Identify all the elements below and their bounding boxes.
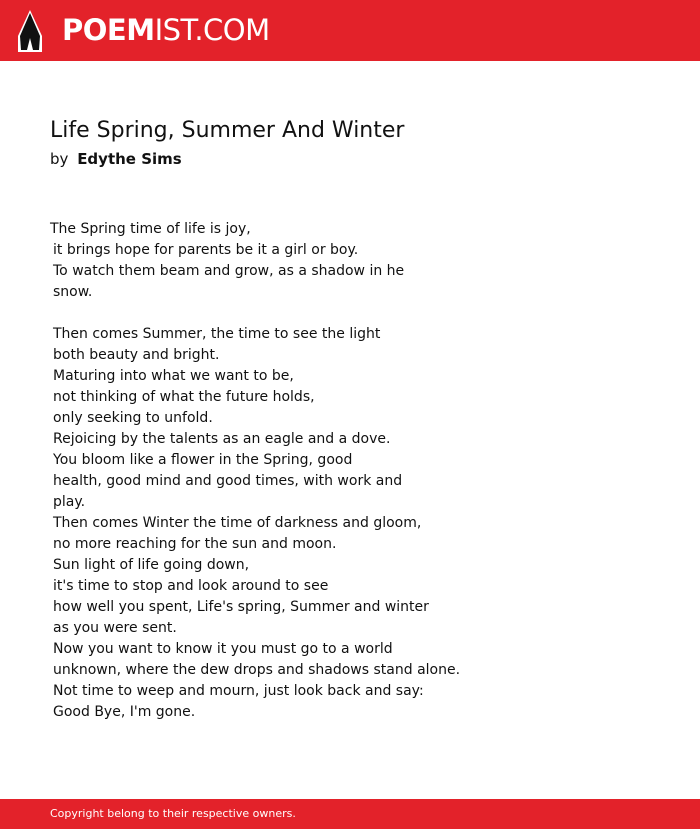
poem-line: not thinking of what the future holds, <box>53 389 315 405</box>
poem-line: as you were sent. <box>53 620 177 636</box>
poem-line: how well you spent, Life's spring, Summer and winter <box>53 599 429 615</box>
poem-line: it's time to stop and look around to see <box>53 578 329 594</box>
poem-line: Rejoicing by the talents as an eagle and a dove. <box>53 431 391 447</box>
logo-text-light: IST.COM <box>154 13 270 47</box>
poem-line <box>50 303 670 324</box>
poem-body <box>50 219 670 723</box>
poem-line: You bloom like a flower in the Spring, good <box>53 452 353 468</box>
site-footer <box>0 799 700 829</box>
poem-line: only seeking to unfold. <box>53 410 213 426</box>
poem-line: Sun light of life going down, <box>53 557 250 573</box>
poem-line: both beauty and bright. <box>53 347 220 363</box>
logo-text-bold: POEM <box>62 13 155 47</box>
poem-line: it brings hope for parents be it a girl or boy. <box>53 242 359 258</box>
poem-line: Maturing into what we want to be, <box>53 368 294 384</box>
poem-line: unknown, where the dew drops and shadows stand alone. <box>53 662 461 678</box>
author-name[interactable]: Edythe Sims <box>77 150 182 168</box>
poem-line: Then comes Summer, the time to see the light <box>53 326 381 342</box>
poem-title: Life Spring, Summer And Winter <box>50 118 405 143</box>
poem-line: Then comes Winter the time of darkness and gloom, <box>53 515 422 531</box>
site-header <box>0 0 700 61</box>
poem-line: Good Bye, I'm gone. <box>53 704 196 720</box>
poem-line: snow. <box>53 284 93 300</box>
byline <box>50 148 182 170</box>
site-logo[interactable] <box>62 13 270 47</box>
poem-line: no more reaching for the sun and moon. <box>53 536 337 552</box>
poem-line: play. <box>53 494 86 510</box>
by-label: by <box>50 150 69 168</box>
poem-line: Now you want to know it you must go to a world <box>53 641 393 657</box>
poem-line: health, good mind and good times, with work and <box>53 473 403 489</box>
pencil-tip-icon <box>18 10 42 52</box>
poem-line: The Spring time of life is joy, <box>50 221 251 237</box>
copyright-text: Copyright belong to their respective owners. <box>50 807 296 820</box>
poem-line: Not time to weep and mourn, just look back and say: <box>53 683 424 699</box>
poem-line: To watch them beam and grow, as a shadow in he <box>53 263 405 279</box>
